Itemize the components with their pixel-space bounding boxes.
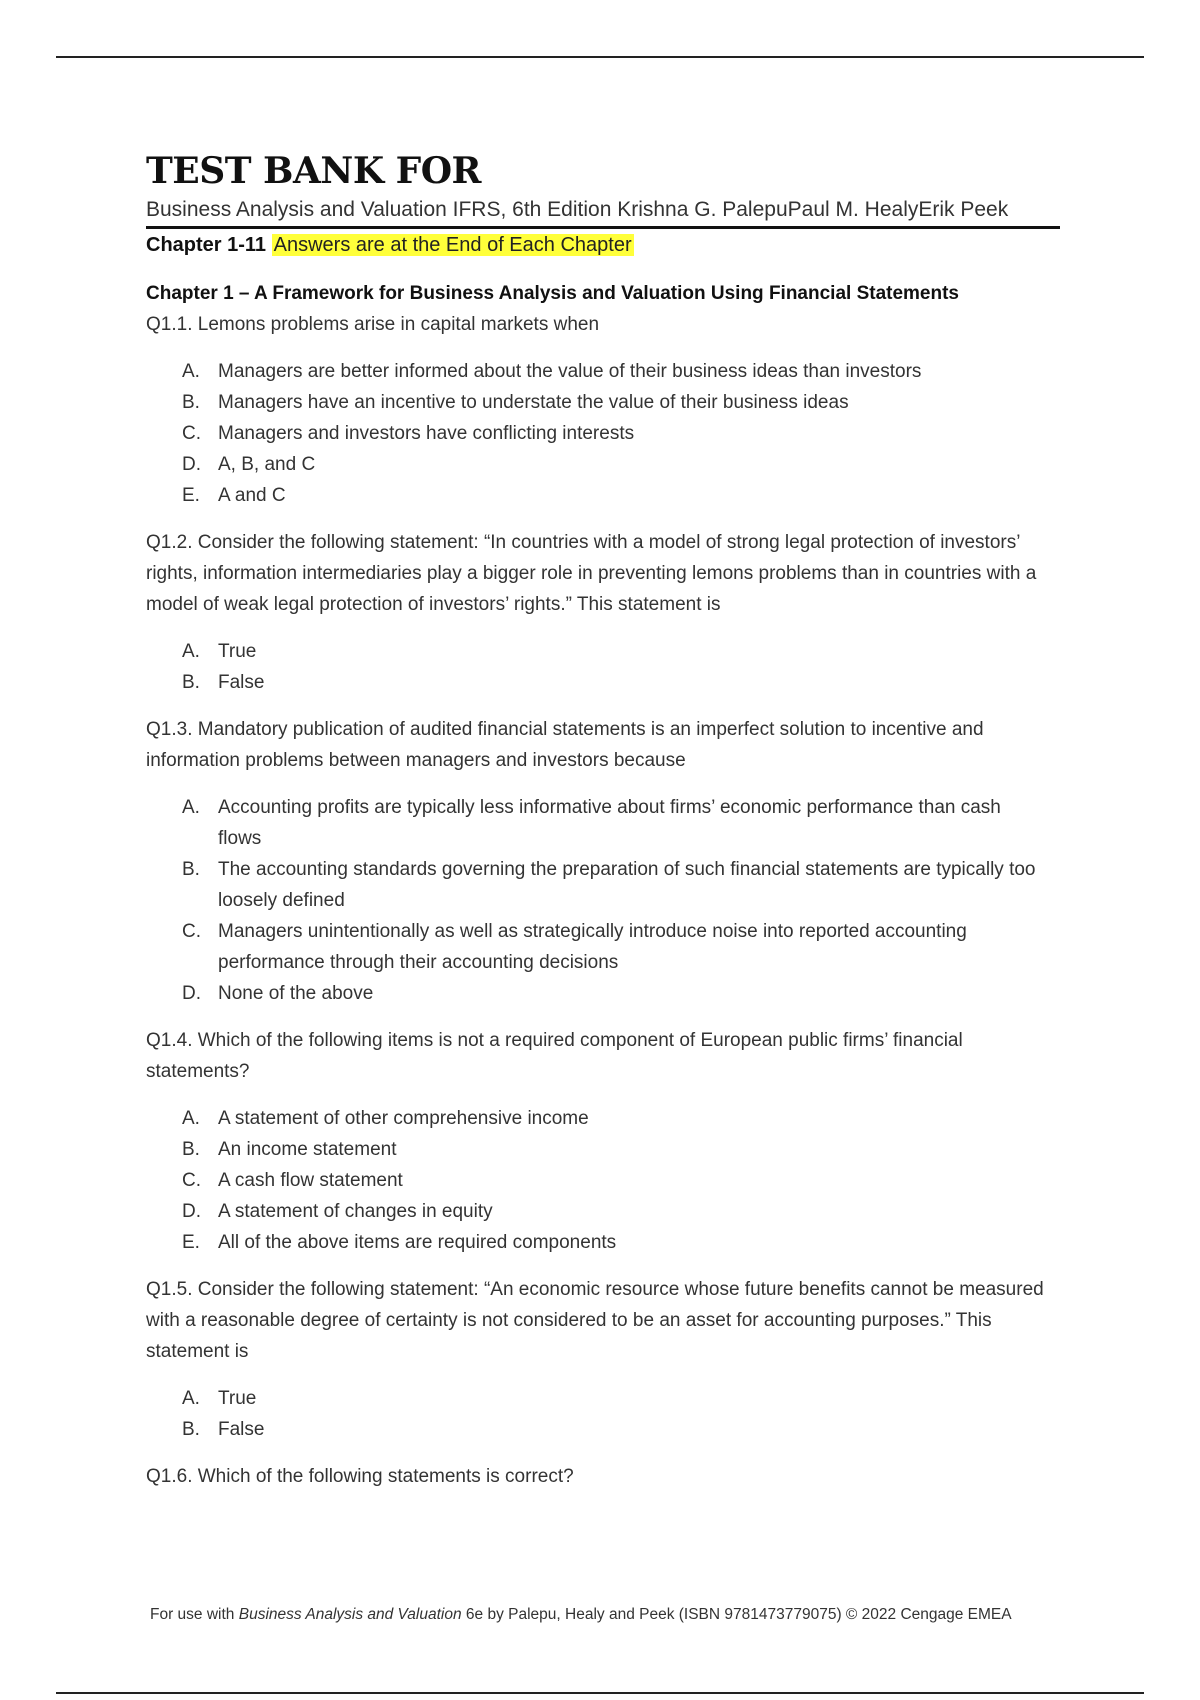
option-letter: E. [182, 485, 200, 506]
options-q1-5 [146, 1383, 1060, 1445]
option-letter: B. [182, 859, 200, 880]
option-letter: D. [182, 1201, 201, 1222]
question-1-2: Q1.2. Consider the following statement: “In countries with a model of strong legal protection of investors’ rights, information intermediaries play a bigger role in preventing lemons problems than in countries with a model of weak legal protection of investors’ rights.” This statement is [146, 532, 1037, 615]
option-text: The accounting standards governing the preparation of such financial statements are typically too loosely defined [218, 859, 1036, 911]
option-text: Accounting profits are typically less informative about firms’ economic performance than cash flows [218, 797, 1001, 849]
footer-prefix: For use with [150, 1606, 239, 1623]
option-text: False [218, 1419, 265, 1440]
option-item [146, 480, 1060, 511]
question-1-6: Q1.6. Which of the following statements is correct? [146, 1466, 574, 1487]
chapter-range-line [146, 226, 1060, 259]
bottom-rule [56, 1692, 1144, 1694]
option-letter: E. [182, 1232, 200, 1253]
option-item [146, 854, 1060, 916]
option-item [146, 1134, 1060, 1165]
option-letter: A. [182, 797, 200, 818]
option-text: A and C [218, 485, 286, 506]
document-page [146, 150, 1060, 1492]
option-text: True [218, 1388, 257, 1409]
option-text: A cash flow statement [218, 1170, 403, 1191]
option-text: Managers unintentionally as well as strategically introduce noise into reported accounting performance through their accounting decisions [218, 921, 967, 973]
option-text: A statement of other comprehensive income [218, 1108, 589, 1129]
option-item [146, 356, 1060, 387]
option-item [146, 449, 1060, 480]
document-title: TEST BANK FOR [146, 150, 481, 192]
option-item [146, 636, 1060, 667]
options-q1-1 [146, 356, 1060, 511]
options-q1-3 [146, 792, 1060, 1009]
option-text: A, B, and C [218, 454, 316, 475]
option-letter: C. [182, 921, 201, 942]
option-letter: A. [182, 1108, 200, 1129]
option-text: False [218, 672, 265, 693]
option-text: None of the above [218, 983, 374, 1004]
chapter-range: Chapter 1-11 [146, 234, 267, 256]
option-item [146, 792, 1060, 854]
option-letter: C. [182, 423, 201, 444]
option-letter: B. [182, 1139, 200, 1160]
option-text: An income statement [218, 1139, 397, 1160]
option-text: All of the above items are required components [218, 1232, 617, 1253]
option-letter: B. [182, 672, 200, 693]
top-rule [56, 56, 1144, 58]
option-text: A statement of changes in equity [218, 1201, 493, 1222]
page-footer [150, 1606, 1050, 1624]
option-letter: D. [182, 454, 201, 475]
option-text: True [218, 641, 257, 662]
option-item [146, 978, 1060, 1009]
option-text: Managers have an incentive to understate the value of their business ideas [218, 392, 849, 413]
option-letter: A. [182, 1388, 200, 1409]
option-letter: B. [182, 392, 200, 413]
question-1-4: Q1.4. Which of the following items is not a required component of European public firms’ financial statements? [146, 1030, 963, 1082]
option-item [146, 1414, 1060, 1445]
option-item [146, 418, 1060, 449]
answers-note: Answers are at the End of Each Chapter [273, 234, 632, 256]
options-q1-2 [146, 636, 1060, 698]
options-q1-4 [146, 1103, 1060, 1258]
book-subtitle: Business Analysis and Valuation IFRS, 6th Edition Krishna G. PalepuPaul M. HealyErik Peek [146, 198, 1009, 221]
option-item [146, 1227, 1060, 1258]
option-item [146, 667, 1060, 698]
option-item [146, 1196, 1060, 1227]
option-item [146, 1383, 1060, 1414]
footer-suffix: 6e by Palepu, Healy and Peek (ISBN 9781473779075) © 2022 Cengage EMEA [461, 1606, 1012, 1623]
option-item [146, 916, 1060, 978]
option-letter: A. [182, 641, 200, 662]
option-letter: B. [182, 1419, 200, 1440]
option-text: Managers are better informed about the value of their business ideas than investors [218, 361, 922, 382]
question-1-3: Q1.3. Mandatory publication of audited financial statements is an imperfect solution to incentive and information problems between managers and investors because [146, 719, 984, 771]
option-letter: C. [182, 1170, 201, 1191]
option-item [146, 1165, 1060, 1196]
chapter-title: Chapter 1 – A Framework for Business Analysis and Valuation Using Financial Statements [146, 283, 960, 304]
option-letter: A. [182, 361, 200, 382]
option-text: Managers and investors have conflicting interests [218, 423, 635, 444]
question-1-5: Q1.5. Consider the following statement: “An economic resource whose future benefits cannot be measured with a reasonable degree of certainty is not considered to be an asset for accounting purposes.” This statement is [146, 1279, 1044, 1362]
footer-book-title: Business Analysis and Valuation [238, 1606, 462, 1623]
option-item [146, 1103, 1060, 1134]
option-item [146, 387, 1060, 418]
question-1-1: Q1.1. Lemons problems arise in capital markets when [146, 314, 600, 335]
option-letter: D. [182, 983, 201, 1004]
